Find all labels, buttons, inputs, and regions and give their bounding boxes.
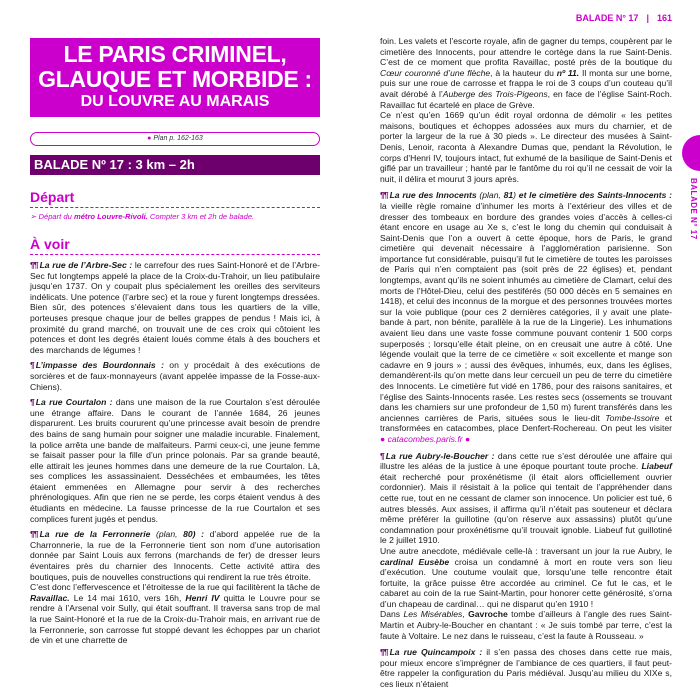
person-name: cardinal Eusèbe — [380, 556, 450, 567]
title-line-1: LE PARIS CRIMINEL, — [63, 41, 287, 67]
thumb-tab-marker — [682, 135, 700, 171]
entry-paragraph — [380, 609, 672, 641]
entry-text: la vieille règle romaine d’inhumer les morts à l’extérieur des villes et de dresser des tombeaux en bordure des grandes voies d’accès à celles-ci étant encore en usage au Xe s, c’est le long du chemin qui conduisait à Saint-Denis que l’on a ouvert à cette époque, hors de Paris, le grand cimetière qui devenait nécessaire à l’agglomération parisienne. Son importance fut considérable, puisqu’il fut le cimetière de toutes les paroisses de Paris qui n’en comptaient pas (soit près de 22 églises) et, pendant longtemps, avant qu’ils ne soient inhumés au cimetière de Clamart, celui des morts de l’Hôtel-Dieu, celui des pestiférés (50 000 décès en 5 semaines en 1418), et celui des inconnus de la morgue et des personnes trouvées mortes sur la voie publique (pour ces 2 dernières catégories, il y avait une plate-bande à part, non bénite, parallèle à la rue de la Lingerie). Les inhumations avaient lieu dans une vaste fosse commune pouvant contenir 1 500 corps superposés ; lorsqu’elle était pleine, on en creusait une autre à côté. Une légende voulait que la terre de ce cimetière « soit excellente et mange son cadavre en 9 jours » ; aussi des évêques, inhumés, eux, dans les églises, demandèrent-ils qu’on mette dans leur cercueil un peu de terre du cimetière des Innocents. Le cimetière fut vidé en 1786, pour des raisons sanitaires, et l’église des Saints-Innocents rasée. Les restes secs (ossements se trouvant dans les charniers sur une profondeur de 1,50 m) furent transférés dans les anciennes carrières de Paris, situées sous le lieu-dit — [380, 200, 672, 423]
plan-ref: (plan, — [150, 529, 184, 540]
page-number: 161 — [656, 13, 672, 23]
entry-title-2: et le cimetière des Saints-Innocents : — [516, 190, 672, 201]
entry-paragraph — [30, 582, 320, 646]
running-header — [576, 13, 672, 23]
plan-close: ) : — [192, 529, 205, 540]
entry-paragraph — [380, 546, 672, 610]
plan-reference[interactable] — [30, 132, 320, 146]
entry-text: dans une maison de la rue Courtalon s’est déroulée une étrange affaire. Dans le courant de l’année 1684, 26 jeunes disparurent. Les bruits coururent qu’une princesse avait besoin de prendre des bains de sang humain pour soigner une maladie incurable. Finalement, la police arrêta une bande de malfaiteurs. Parmi ceux-ci, une jeune femme se faisait passer pour la fille d’un prince polonais. Par sa grande beauté, elle attirait les jeunes hommes dans une demeure de la rue Courtalon. Là, ses complices les assassinaient. Desséchées et embaumées, les têtes étaient emmenées en Allemagne pour servir à des recherches phrénologiques. Afin que rien ne se perde, les corps étaient vendus à des étudiants en médecine. La fausse princesse de la rue Courtalon et ses complices furent jugés et pendus. — [30, 397, 320, 524]
entry-ferronnerie — [30, 529, 320, 646]
inn-name: Auberge des Trois-Pigeons — [442, 88, 548, 99]
entry-arbre-sec — [30, 260, 320, 355]
character-name: Gavroche — [468, 609, 508, 620]
text: tombe d’ailleurs à l’angle des rues Saint-Martin et Aubry-le-Boucher en chantant : « Je suis tombé par terre, c’est la faute à Voltaire. Le nez dans le ruisseau, c’est la faute à Rousseau. » — [380, 609, 672, 641]
entry-text: on y procédait à des exécutions de sorcières et de faux-monnayeurs (avant appelée impasse de la Fosse-aux-Chiens). — [30, 360, 320, 392]
shop-name: Cœur couronné d’une flèche — [380, 67, 491, 78]
header-section: BALADE N° 17 — [575, 13, 639, 23]
person-name: Ravaillac. — [30, 592, 70, 603]
depart-text: Départ du — [36, 212, 74, 221]
plan-close: ) — [513, 190, 517, 201]
rating-icon: ¶ — [30, 397, 34, 408]
entry-text: il s’en passa des choses dans cette rue mais, pour mieux encore s’imprégner de l’ambiance de ces quartiers, il faut peut-être rappeler la configuration du Paris médiéval. Jusqu’au milieu du XIXe s, ces lieux n’étaient — [380, 647, 672, 690]
balade-banner: BALADE Nº 17 : 3 km – 2h — [30, 155, 320, 175]
text: croisa un condamné à mort en route vers son lieu d’exécution. Une coutume voulait que, lorsqu’une telle rencontre était fortuite, la grâce puisse être accordée au criminel. Ce fut le cas, et le cabaret au coin de la rue Saint-Martin, pour honorer cette générosité, s’orna d’un chapeau de cardinal… qui ne disparut qu’en 1910 ! — [380, 556, 673, 609]
person-name: Liabeuf — [641, 461, 672, 472]
depart-info — [30, 212, 320, 222]
rating-icon: ¶¶ — [380, 647, 388, 658]
entry-bourdonnais — [30, 360, 320, 392]
rating-icon: ¶¶ — [380, 190, 388, 201]
entry-text: dans cette rue s’est déroulée une affaire qui illustre les aléas de la justice à une époque pourtant toute proche. — [380, 450, 672, 472]
continued-paragraph — [380, 36, 672, 110]
depart-duration: Compter 3 km et 2h de balade. — [147, 212, 255, 221]
text: foin. Les valets et l’escorte royale, afin de gagner du temps, coupèrent par le cimetière des Innocents, pour attendre le cortège dans la rue Saint-Denis. C’est de ce moment que profita Ravaillac, posté près de la boutique du — [380, 36, 672, 68]
text: C’est donc l’effervescence et l’étroitesse de la rue qui facilitèrent la tâche de — [30, 582, 320, 593]
entry-title: La rue de la Ferronnerie — [39, 529, 151, 540]
plan-number: 80 — [183, 529, 193, 540]
catacombes-link[interactable]: ● catacombes.paris.fr ● — [380, 433, 471, 444]
text: , — [462, 609, 469, 620]
left-column — [30, 0, 320, 646]
text: Une autre anecdote, médiévale celle-là : traversant un jour la rue Aubry, le — [380, 545, 672, 556]
entry-quincampoix — [380, 647, 672, 689]
arrow-icon: ➢ — [30, 212, 37, 221]
entry-text: d’abord appelée rue de la Charronnerie, la rue de la Ferronnerie tient son nom d’une autorisation donnée par Saint Louis aux ferrons (marchands de fer) de dresser leurs éventaires près du charnier des Innocents. Cette activité attira des boutiques, puis de nouvelles constructions qui rendirent la rue très étroite. — [30, 529, 320, 582]
right-column — [380, 36, 672, 690]
entry-text: et transformées en catacombes, place Denfert-Rochereau. On peut les visiter — [380, 412, 672, 434]
section-heading-a-voir: À voir — [30, 236, 320, 255]
text: , en face de l’église Saint-Roch. Ravaillac fut écartelé en place de Grève. — [380, 88, 672, 110]
section-heading-depart: Départ — [30, 189, 320, 208]
side-tab-label: BALADE N° 17 — [689, 178, 698, 240]
text: , à la hauteur du — [490, 67, 557, 78]
text: Dans — [380, 609, 404, 620]
entry-courtalon — [30, 397, 320, 524]
place-name: Tombe-Issoire — [605, 412, 660, 423]
entry-title: L’impasse des Bourdonnais : — [35, 360, 164, 371]
person-name: Henri IV — [185, 592, 220, 603]
entry-title: La rue Aubry-le-Boucher : — [385, 450, 495, 461]
entry-title: La rue Quincampoix : — [389, 647, 483, 658]
entry-title: La rue des Innocents — [389, 190, 477, 201]
entry-title: La rue de l’Arbre-Sec : — [39, 260, 133, 270]
plan-ref: (plan, — [476, 190, 504, 201]
text: Le 14 mai 1610, vers 16h, — [69, 592, 186, 603]
rating-icon: ¶ — [30, 360, 34, 371]
rating-icon: ¶ — [380, 450, 384, 461]
title-subtitle: DU LOUVRE AU MARAIS — [80, 93, 270, 110]
entry-text: le carrefour des rues Saint-Honoré et de l’Arbre-Sec fut longtemps appelé la place de la Croix-du-Trahoir, un lieu patibulaire jusqu’en 1737. On y coupait plus spécialement les oreilles des serviteurs indélicats. Une potence (l’arbre sec) et la roue y furent longtemps dressées. Bien sûr, des potences s’élevaient dans tous les quartiers de la ville, porteuses presque chaque jour de belles grappes de pendus ! Mais ici, à proximité du grand marché, on trouvait une de ces croix qui côtoient les potences et dont les degrés étaient loués comme étals à des bouchers et des marchands de légumes ! — [30, 260, 320, 355]
chapter-title-box — [30, 38, 320, 117]
plan-label: Plan — [153, 135, 168, 142]
entry-title: La rue Courtalon : — [35, 397, 113, 408]
plan-number: 81 — [503, 190, 514, 201]
title-line-2: GLAUQUE ET MORBIDE : — [38, 66, 312, 92]
rating-icon: ¶¶ — [30, 260, 38, 270]
book-title: Les Misérables — [403, 609, 463, 620]
address-number: nº 11. — [556, 67, 580, 78]
plan-pages: p. 162-163 — [169, 135, 203, 142]
bullet-icon: ● — [147, 135, 152, 142]
header-separator: | — [646, 13, 649, 23]
entry-text: était recherché pour proxénétisme (il était alors officiellement ouvrier cordonnier). Mais il résistait à la police qui tentait de l’appréhender dans cette rue, tout en ne cessant de clamer son innocence. Un policier est tué, 6 autres blessés. Aux assises, il affirma qu’il n’était pas souteneur et déclara même préférer la guillotine (qu’on réserve aux assassins) plutôt qu’une condamnation pour proxénétisme qu’il trouvait ignoble. Liabeuf fut guillotiné le 2 juillet 1910. — [380, 471, 672, 546]
entry-innocents — [380, 190, 672, 444]
paragraph: Ce n’est qu’en 1669 qu’un édit royal ordonna de démolir « les petites maisons, boutiques et échoppes adossées aux murs du charnier, et de porter la largeur de la rue à 30 pieds ». Le directeur des musées à Saint-Denis, Lenoir, raconta à Alexandre Dumas que, pendant la Révolution, le corps d’Henri IV, toujours intact, fut exhumé de la basilique de Saint-Denis et giflé par un travailleur ; hanté par le fantôme du roi qu’il ne cessait de voir la nuit, il délira et mourut 3 jours après. — [380, 110, 672, 184]
entry-aubry-le-boucher — [380, 451, 672, 642]
text: Il monta sur une borne, puis sur une roue de carrosse et frappa le roi de 3 coups d’un couteau qu’il avait dérobé à l’ — [380, 67, 673, 99]
rating-icon: ¶¶ — [30, 529, 38, 540]
text: quitta le Louvre pour se rendre à l’Arsenal voir Sully, qui était souffrant. Il traversa sans trop de mal la rue Saint-Honoré et la rue de la Croix-du-Trahoir mais, en arrivant rue de la Ferronnerie, son carrosse fut stoppé devant les échoppes par un chariot de vin et une charrette de — [30, 592, 321, 646]
metro-station: métro Louvre-Rivoli. — [73, 212, 148, 221]
